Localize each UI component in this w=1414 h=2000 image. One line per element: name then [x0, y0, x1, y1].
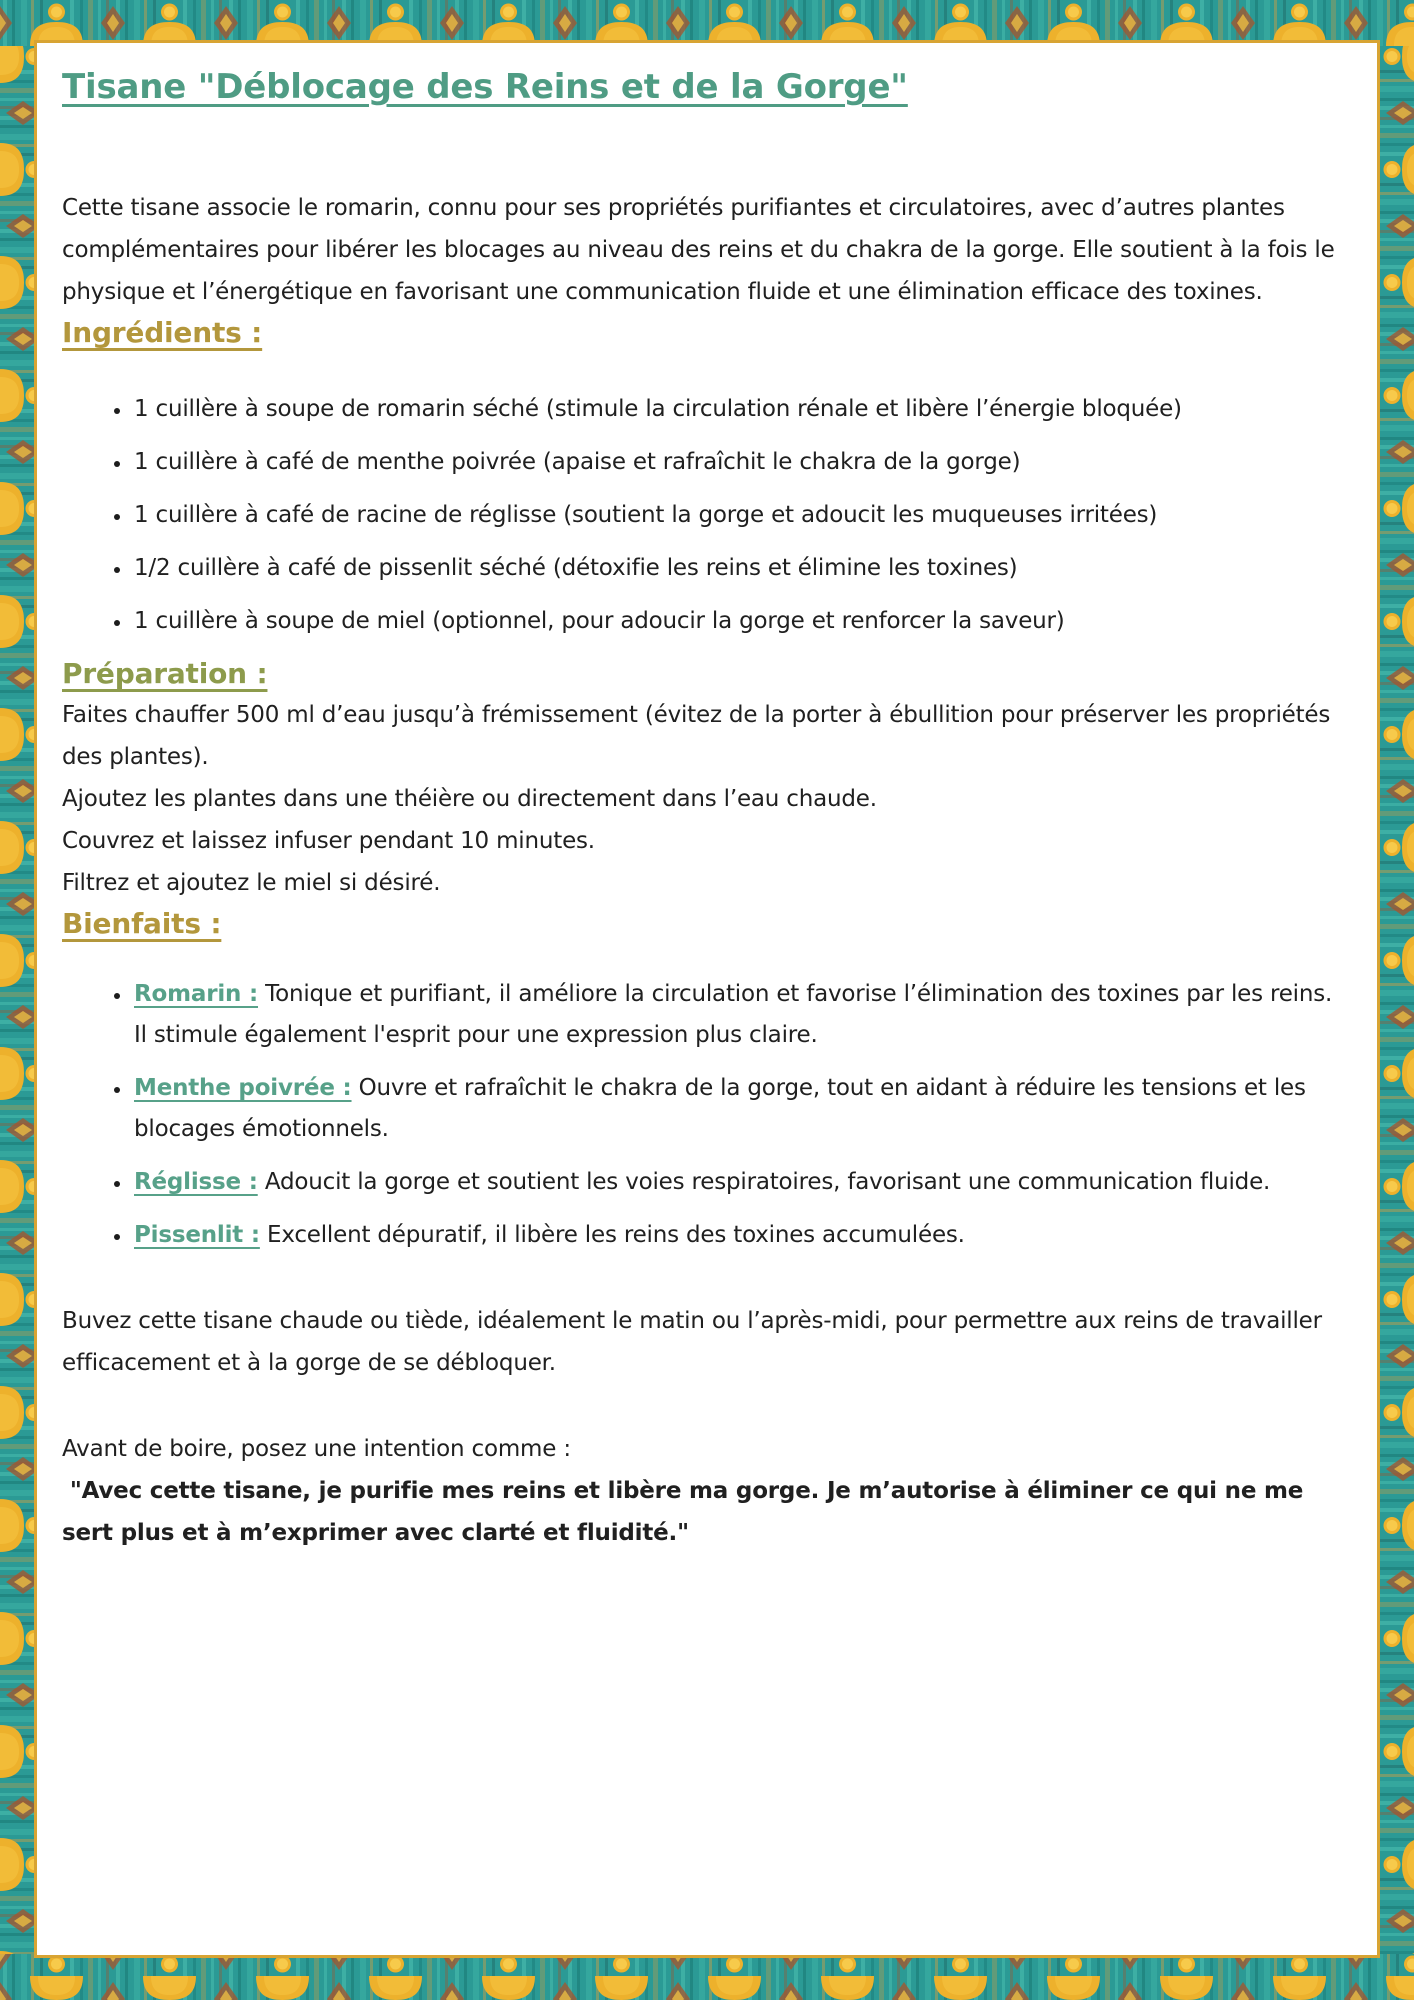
ingredient-item: • 1 cuillère à café de menthe poivrée (apaise et rafraîchit le chakra de la gorge): [132, 442, 1351, 483]
ingredient-item: • 1/2 cuillère à café de pissenlit séché (détoxifie les reins et élimine les toxines): [132, 548, 1351, 589]
benefit-label: Menthe poivrée :: [134, 1075, 352, 1101]
section-heading-benefits: Bienfaits :: [62, 907, 222, 940]
preparation-steps: [62, 694, 1351, 904]
preparation-step: Filtrez et ajoutez le miel si désiré.: [62, 870, 441, 896]
benefit-text: Adoucit la gorge et soutient les voies respiratoires, favorisant une communication fluide.: [264, 1169, 1271, 1195]
intention-quote: "Avec cette tisane, je purifie mes reins et libère ma gorge. Je m’autorise à éliminer ce qui ne me sert plus et à m’exprimer avec clarté et fluidité.": [62, 1478, 1312, 1546]
preparation-step: Couvrez et laissez infuser pendant 10 minutes.: [62, 828, 595, 854]
section-heading-preparation: Préparation :: [62, 657, 268, 690]
intro-paragraph: Cette tisane associe le romarin, connu pour ses propriétés purifiantes et circulatoires, avec d’autres plantes complémentaires pour libérer les blocages au niveau des reins et du chakra de la gorge. Elle soutient à la fois le physique et l’énergétique en favorisant une communication fluide et une élimination efficace des toxines.: [62, 195, 1335, 305]
benefit-item: [132, 1215, 1351, 1256]
ingredient-item: • 1 cuillère à soupe de miel (optionnel, pour adoucir la gorge et renforcer la saveur): [132, 601, 1351, 642]
benefit-item: [132, 1162, 1351, 1203]
intention-intro: Avant de boire, posez une intention comme :: [62, 1436, 571, 1462]
benefit-label: Pissenlit :: [134, 1222, 260, 1248]
benefit-label: Réglisse :: [134, 1169, 258, 1195]
ingredients-list: [62, 389, 1351, 642]
benefit-text: Tonique et purifiant, il améliore la circulation et favorise l’élimination des toxines par les reins. Il stimule également l'esprit pour une expression plus claire.: [134, 981, 1333, 1048]
preparation-step: Ajoutez les plantes dans une théière ou directement dans l’eau chaude.: [62, 786, 877, 812]
section-heading-ingredients: Ingrédients :: [62, 316, 263, 349]
ingredient-item: • 1 cuillère à soupe de romarin séché (stimule la circulation rénale et libère l’énergie bloquée): [132, 389, 1351, 430]
benefit-label: Romarin :: [134, 981, 259, 1007]
document-page: [34, 40, 1380, 1958]
benefit-text: Ouvre et rafraîchit le chakra de la gorge, tout en aidant à réduire les tensions et les blocages émotionnels.: [134, 1075, 1306, 1142]
page-title: Tisane "Déblocage des Reins et de la Gorge": [62, 67, 908, 107]
benefits-list: [62, 974, 1351, 1256]
benefit-item: [132, 974, 1351, 1056]
benefit-item: [132, 1068, 1351, 1150]
advice-paragraph: Buvez cette tisane chaude ou tiède, idéalement le matin ou l’après-midi, pour permettre aux reins de travailler efficacement et à la gorge de se débloquer.: [62, 1308, 1322, 1376]
ingredient-item: • 1 cuillère à café de racine de réglisse (soutient la gorge et adoucit les muqueuses irritées): [132, 495, 1351, 536]
benefit-text: Excellent dépuratif, il libère les reins des toxines accumulées.: [267, 1222, 965, 1248]
preparation-step: Faites chauffer 500 ml d’eau jusqu’à frémissement (évitez de la porter à ébullition pour préserver les propriétés des plantes).: [62, 702, 1331, 770]
